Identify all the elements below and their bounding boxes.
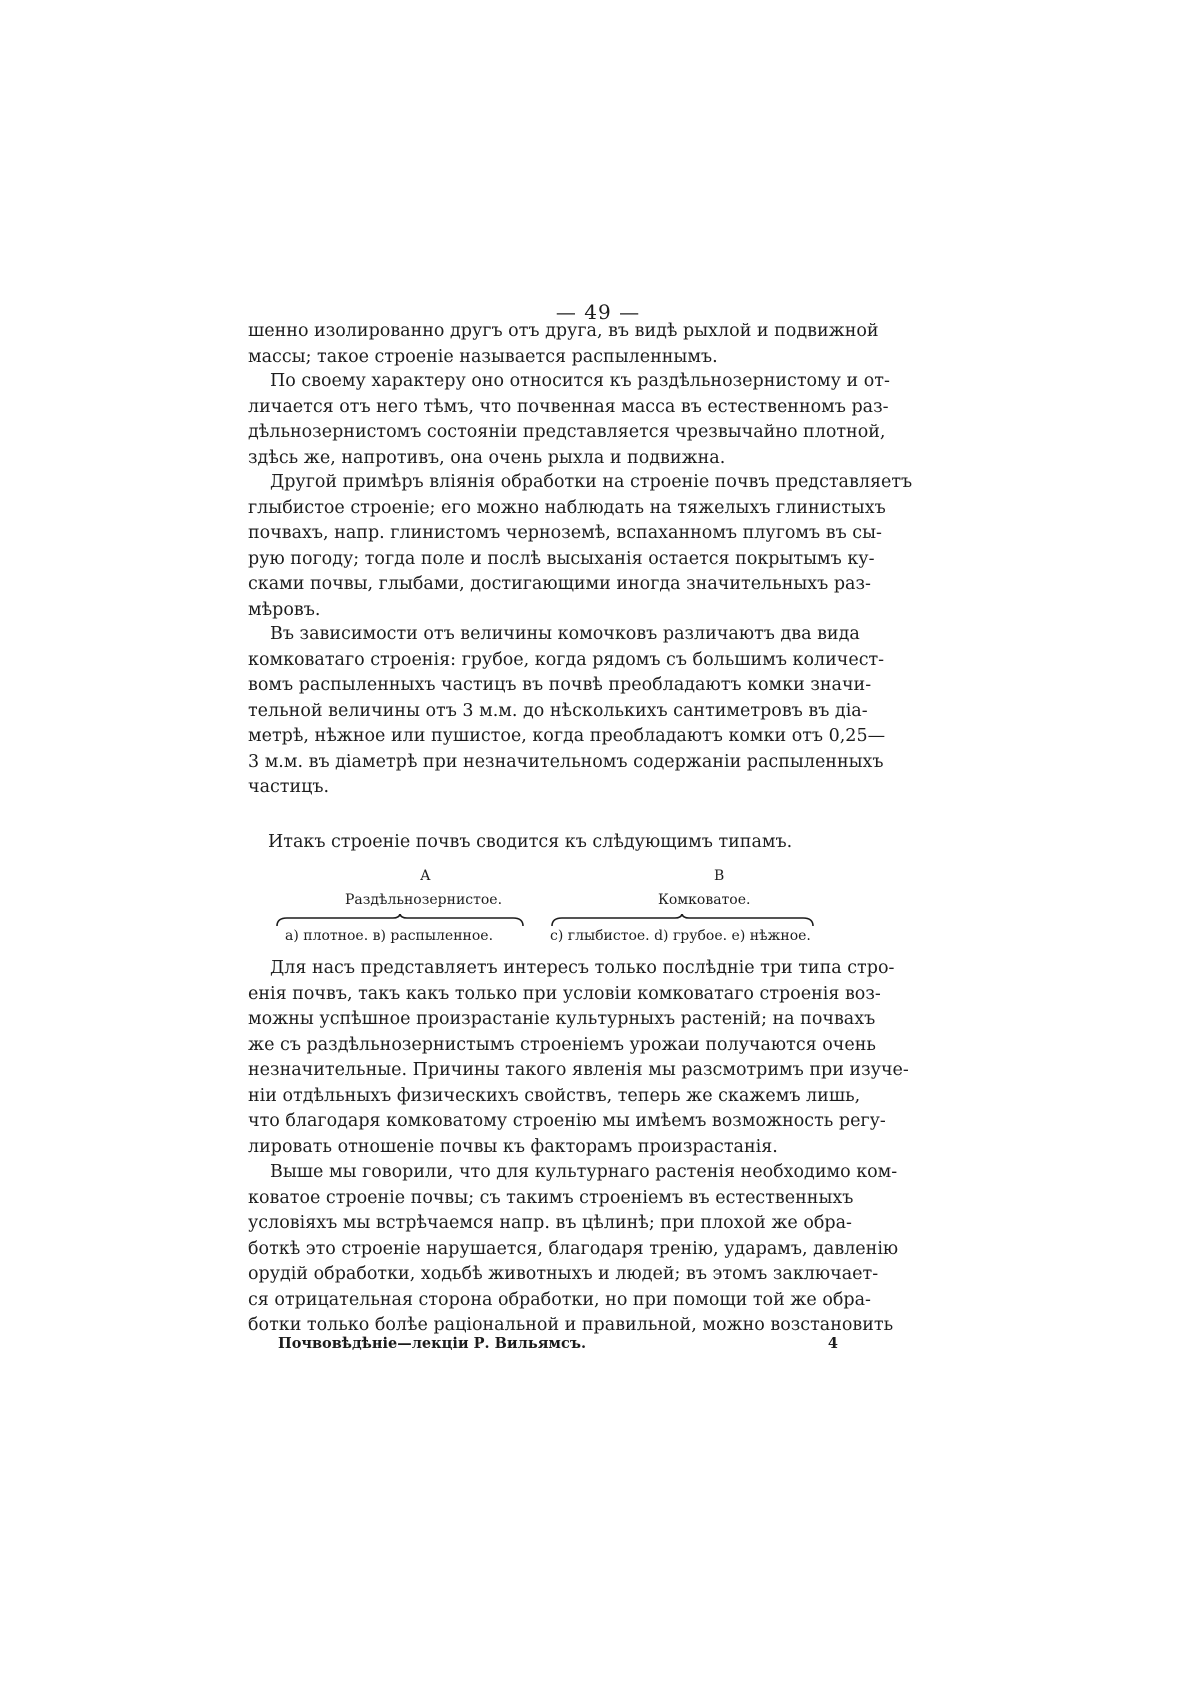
text-line: ботки только болѣе раціональной и правильной, можно возстановить [248, 1315, 894, 1335]
group-b-title: Комковатое. [658, 892, 751, 908]
paragraph-2 [248, 369, 890, 471]
text-line: боткѣ это строеніе нарушается, благодаря тренію, ударамъ, давленію [248, 1238, 899, 1259]
classification-scheme [270, 868, 850, 948]
text-line: комковатаго строенія: грубое, когда рядомъ съ большимъ количест- [248, 649, 885, 670]
group-a-letter: А [420, 868, 431, 884]
text-line: ніи отдѣльныхъ физическихъ свойствъ, теперь же скажемъ лишь, [248, 1085, 861, 1106]
text-line: что благодаря комковатому строенію мы имѣемъ возможность регу- [248, 1111, 886, 1131]
footer-title: Почвовѣдѣніе—лекціи Р. Вильямсъ. [278, 1335, 587, 1352]
group-b-items: с) глыбистое. d) грубое. е) нѣжное. [550, 928, 811, 944]
paragraph-4 [248, 622, 886, 801]
text-line: дѣльнозернистомъ состояніи представляется чрезвычайно плотной, [248, 422, 886, 442]
text-line: 3 м.м. въ діаметрѣ при незначительномъ содержаніи распыленныхъ [248, 751, 884, 772]
text-line: енія почвъ, такъ какъ только при условіи комковатаго строенія воз- [248, 983, 881, 1004]
text-line: орудій обработки, ходьбѣ животныхъ и людей; въ этомъ заключает- [248, 1264, 879, 1284]
paragraph-6 [248, 1160, 899, 1339]
text-line: можны успѣшное произрастаніе культурныхъ растеній; на почвахъ [248, 1009, 876, 1029]
text-line: Для насъ представляетъ интересъ только послѣдніе три типа стро- [270, 958, 895, 978]
group-a-title: Раздѣльнозернистое. [345, 892, 503, 908]
text-line: шенно изолированно другъ отъ друга, въ видѣ рыхлой и подвижной [248, 321, 879, 341]
text-line: глыбистое строеніе; его можно наблюдать на тяжелыхъ глинистыхъ [248, 497, 886, 518]
text-line: условіяхъ мы встрѣчаемся напр. въ цѣлинѣ; при плохой же обра- [248, 1213, 852, 1233]
text-line: Выше мы говорили, что для культурнаго растенія необходимо ком- [270, 1162, 898, 1182]
text-line: По своему характеру оно относится къ раздѣльнозернистому и от- [270, 371, 890, 391]
text-line: здѣсь же, напротивъ, она очень рыхла и подвижна. [248, 447, 726, 468]
text-line: Въ зависимости отъ величины комочковъ различаютъ два вида [270, 624, 860, 644]
text-line: сками почвы, глыбами, достигающими иногда значительныхъ раз- [248, 574, 871, 594]
paragraph-3 [248, 470, 913, 623]
text-line: массы; такое строеніе называется распыленнымъ. [248, 346, 718, 367]
group-a-items: а) плотное. в) распыленное. [285, 928, 494, 944]
summary-line: Итакъ строеніе почвъ сводится къ слѣдующимъ типамъ. [268, 832, 793, 852]
text-line: рую погоду; тогда поле и послѣ высыханія остается покрытымъ ку- [248, 548, 875, 569]
text-line: тельной величины отъ 3 м.м. до нѣсколькихъ сантиметровъ въ діа- [248, 700, 868, 721]
paragraph-5 [248, 956, 909, 1160]
group-a-brace [275, 914, 525, 928]
group-b-letter: В [714, 868, 725, 884]
page-footer [278, 1335, 838, 1352]
text-line: ся отрицательная сторона обработки, но при помощи той же обра- [248, 1289, 871, 1310]
text-line: личается отъ него тѣмъ, что почвенная масса въ естественномъ раз- [248, 396, 889, 417]
signature-mark: 4 [827, 1335, 838, 1352]
text-line: же съ раздѣльнозернистымъ строеніемъ урожаи получаются очень [248, 1034, 876, 1055]
text-line: мѣровъ. [248, 599, 321, 620]
text-line: вомъ распыленныхъ частицъ въ почвѣ преобладаютъ комки значи- [248, 675, 872, 695]
text-line: лировать отношеніе почвы къ факторамъ произрастанія. [248, 1136, 778, 1157]
group-b-brace [550, 914, 815, 928]
text-line: частицъ. [248, 777, 330, 797]
text-line: Другой примѣръ вліянія обработки на строеніе почвъ представляетъ [270, 472, 913, 492]
page-number: — 49 — [555, 300, 641, 324]
paragraph-1 [248, 319, 879, 370]
text-line: незначительные. Причины такого явленія мы разсмотримъ при изуче- [248, 1060, 909, 1080]
text-line: коватое строеніе почвы; съ такимъ строеніемъ въ естественныхъ [248, 1187, 854, 1208]
text-line: метрѣ, нѣжное или пушистое, когда преобладаютъ комки отъ 0,25— [248, 726, 886, 746]
text-line: почвахъ, напр. глинистомъ черноземѣ, вспаханномъ плугомъ въ сы- [248, 523, 882, 543]
